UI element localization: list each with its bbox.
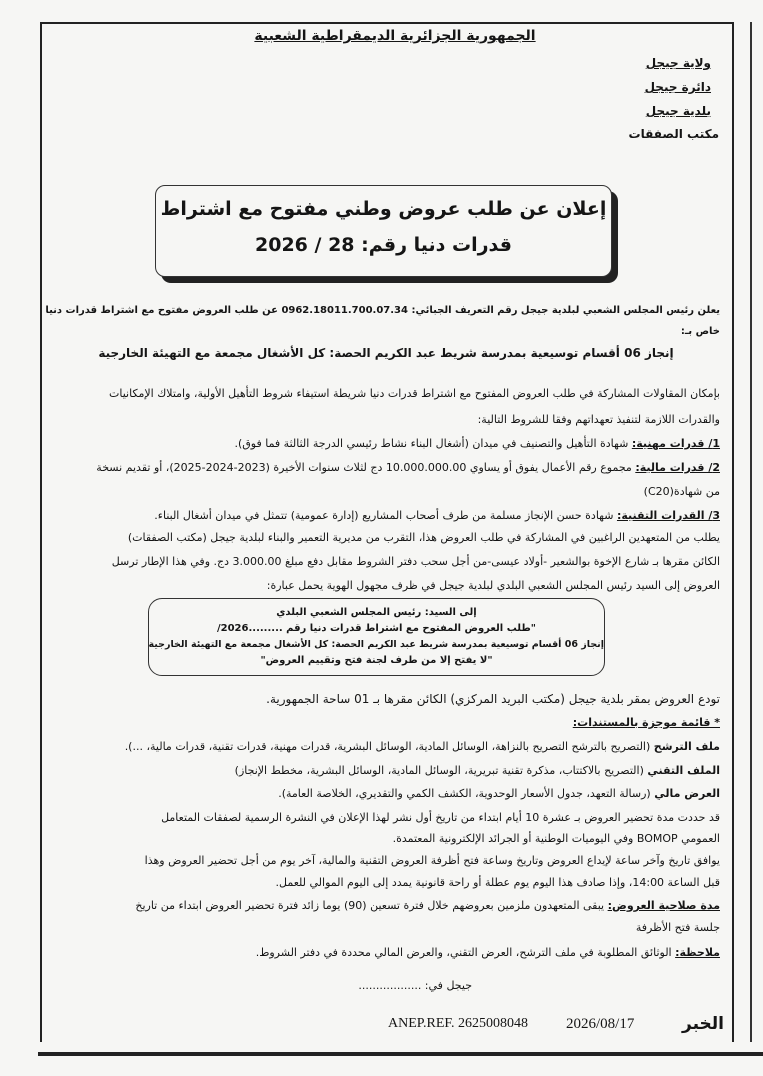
documents-item-application: [52, 741, 720, 752]
condition-1-text: شهادة التأهيل والتصنيف في ميدان (أشغال البناء نشاط رئيسي الدرجة الثالثة فما فوق).: [234, 437, 632, 450]
eligibility-line-2: والقدرات اللازمة لتنفيذ تعهداتهم وفقا للشروط التالية:: [477, 413, 720, 426]
condition-3-label: 3/ القدرات التقنية:: [616, 509, 720, 522]
project-title: إنجاز 06 أقسام توسيعية بمدرسة شريط عبد الكريم الحصة: كل الأشغال مجمعة مع التهيئة الخارجية: [98, 346, 674, 360]
condition-technical: [52, 510, 720, 521]
envelope-tender-ref: "طلب العروض المفتوح مع اشتراط قدرات دنيا رقم .........2026/: [216, 623, 537, 634]
opening-date-line-1: يوافق تاريخ وآخر ساعة لإيداع العروض وتاريخ وساعة فتح أظرفة العروض التقنية والمالية، آخر يوم من أجل تحضير العروض وهذا: [144, 854, 720, 867]
intro-line-2: خاص بـ:: [680, 326, 720, 337]
withdrawal-line-3: العروض إلى السيد رئيس المجلس الشعبي البلدي لبلدية جيجل في ظرف مجهول الهوية يحمل عبارة:: [266, 579, 720, 592]
publication-date: 2026/08/17: [566, 1016, 635, 1032]
documents-item-financial: [52, 788, 720, 799]
condition-2-text: مجموع رقم الأعمال يفوق أو يساوي 10.000.000.00 دج لثلاث سنوات الأخيرة (2023-2024-2025)، أو تقديم نسخة: [96, 461, 636, 474]
withdrawal-line-2: الكائن مقرها بـ شارع الإخوة بوالشعير -أولاد عيسى-من أجل سحب دفتر الشروط مقابل دفع مبلغ 3.000.00 دج. وفي هذا الإطار ترسل: [111, 555, 720, 568]
announcement-title-box: [155, 185, 612, 277]
deposit-location: تودع العروض بمقر بلدية جيجل (مكتب البريد المركزي) الكائن مقرها بـ 01 ساحة الجمهورية.: [266, 692, 720, 706]
republic-heading: الجمهورية الجزائرية الديمقراطية الشعبية: [254, 28, 536, 44]
condition-financial-continued: من شهادة(C20): [643, 485, 720, 498]
note-text: الوثائق المطلوبة في ملف الترشح، العرض التقني، والعرض المالي محددة في دفتر الشروط.: [255, 946, 676, 959]
announcement-number: قدرات دنيا رقم: 28 / 2026: [255, 234, 512, 256]
validity-label: مدة صلاحية العروض:: [607, 899, 720, 912]
documents-item-3-label: العرض مالي: [654, 787, 720, 800]
preparation-period-line-1: قد حددت مدة تحضير العروض بـ عشرة 10 أيام ابتداء من تاريخ أول نشر لهذا الإعلان في النشرة الرسمية لصفقات المتعامل: [161, 811, 720, 824]
wilaya-label: ولاية جيجل: [645, 56, 711, 70]
commune-label: بلدية جيجل: [645, 104, 711, 118]
signature-place-date: جيجل في: ..................: [358, 979, 472, 992]
note-label: ملاحظة:: [675, 946, 720, 959]
offer-validity-continued: جلسة فتح الأظرفة: [635, 921, 720, 934]
envelope-recipient: إلى السيد: رئيس المجلس الشعبي البلدي: [276, 607, 477, 618]
intro-line-1: يعلن رئيس المجلس الشعبي لبلدية جيجل رقم التعريف الجبائي: 0962.18011.700.07.34 عن طلب العروض مفتوح مع اشتراط قدرات دنيا: [45, 305, 720, 316]
publication-footer: [388, 1016, 733, 1036]
documents-item-1-text: (التصريح بالترشح التصريح بالنزاهة، الوسائل المادية، الوسائل البشرية، قدرات مهنية، قدرات تقنية، قدرات مالية، ...).: [124, 740, 654, 753]
envelope-address-box: [148, 598, 605, 676]
documents-heading: * قائمة موجزة بالمستندات:: [572, 716, 720, 729]
condition-financial: [52, 462, 720, 473]
documents-item-2-text: (التصريح بالاكتتاب، مذكرة تقنية تبريرية، الوسائل المادية، الوسائل البشرية، مخطط الإنجاز): [234, 764, 648, 777]
anep-reference: ANEP.REF. 2625008048: [388, 1016, 529, 1031]
withdrawal-line-1: يطلب من المتعهدين الراغبين في المشاركة في طلب العروض هذا، التقرب من مديرية التعمير والبناء لبلدية جيجل (مكتب الصفقات): [127, 531, 720, 544]
daira-label: دائرة جيجل: [644, 80, 711, 94]
newspaper-logo: الخبر: [682, 1014, 724, 1034]
note: [52, 947, 720, 958]
condition-1-label: 1/ قدرات مهنية:: [631, 437, 720, 450]
preparation-period-line-2: العمومي BOMOP وفي اليوميات الوطنية أو الجرائد الإلكترونية المعتمدة.: [392, 832, 720, 845]
condition-3-text: شهادة حسن الإنجاز مسلمة من طرف أصحاب المشاريع (إدارة عمومية) تتمثل في ميدان أشغال البناء.: [154, 509, 617, 522]
envelope-project: إنجاز 06 أقسام توسيعية بمدرسة شريط عبد الكريم الحصة: كل الأشغال مجمعة مع التهيئة الخارجية: [148, 639, 604, 650]
documents-item-1-label: ملف الترشح: [653, 740, 720, 753]
documents-item-3-text: (رسالة التعهد، جدول الأسعار الوحدوية، الكشف الكمي والتقديري، الخلاصة العامة).: [278, 787, 655, 800]
office-label: مكتب الصفقات: [628, 127, 719, 141]
opening-date-line-2: قبل الساعة 14:00، وإذا صادف هذا اليوم يوم عطلة أو راحة قانونية يمدد إلى اليوم الموالي للعمل.: [275, 876, 720, 889]
offer-validity: [52, 900, 720, 911]
documents-item-2-label: الملف التقني: [647, 764, 720, 777]
eligibility-line-1: بإمكان المقاولات المشاركة في طلب العروض المفتوح مع اشتراط قدرات دنيا شريطة استيفاء شروط التأهيل الأولية، وامتلاك الإمكانيات: [108, 387, 720, 400]
condition-2-label: 2/ قدرات مالية:: [635, 461, 720, 474]
bottom-rule: [38, 1052, 763, 1056]
margin-line: [750, 22, 752, 1042]
envelope-notice: "لا يفتح إلا من طرف لجنة فتح وتقييم العروض": [260, 655, 493, 666]
documents-item-technical: [52, 765, 720, 776]
validity-text: يبقى المتعهدون ملزمين بعروضهم خلال فترة تسعين (90) يوما زائد فترة تحضير العروض ابتداء من تاريخ: [135, 899, 608, 912]
condition-professional: [52, 438, 720, 449]
announcement-title: إعلان عن طلب عروض وطني مفتوح مع اشتراط: [160, 198, 607, 220]
